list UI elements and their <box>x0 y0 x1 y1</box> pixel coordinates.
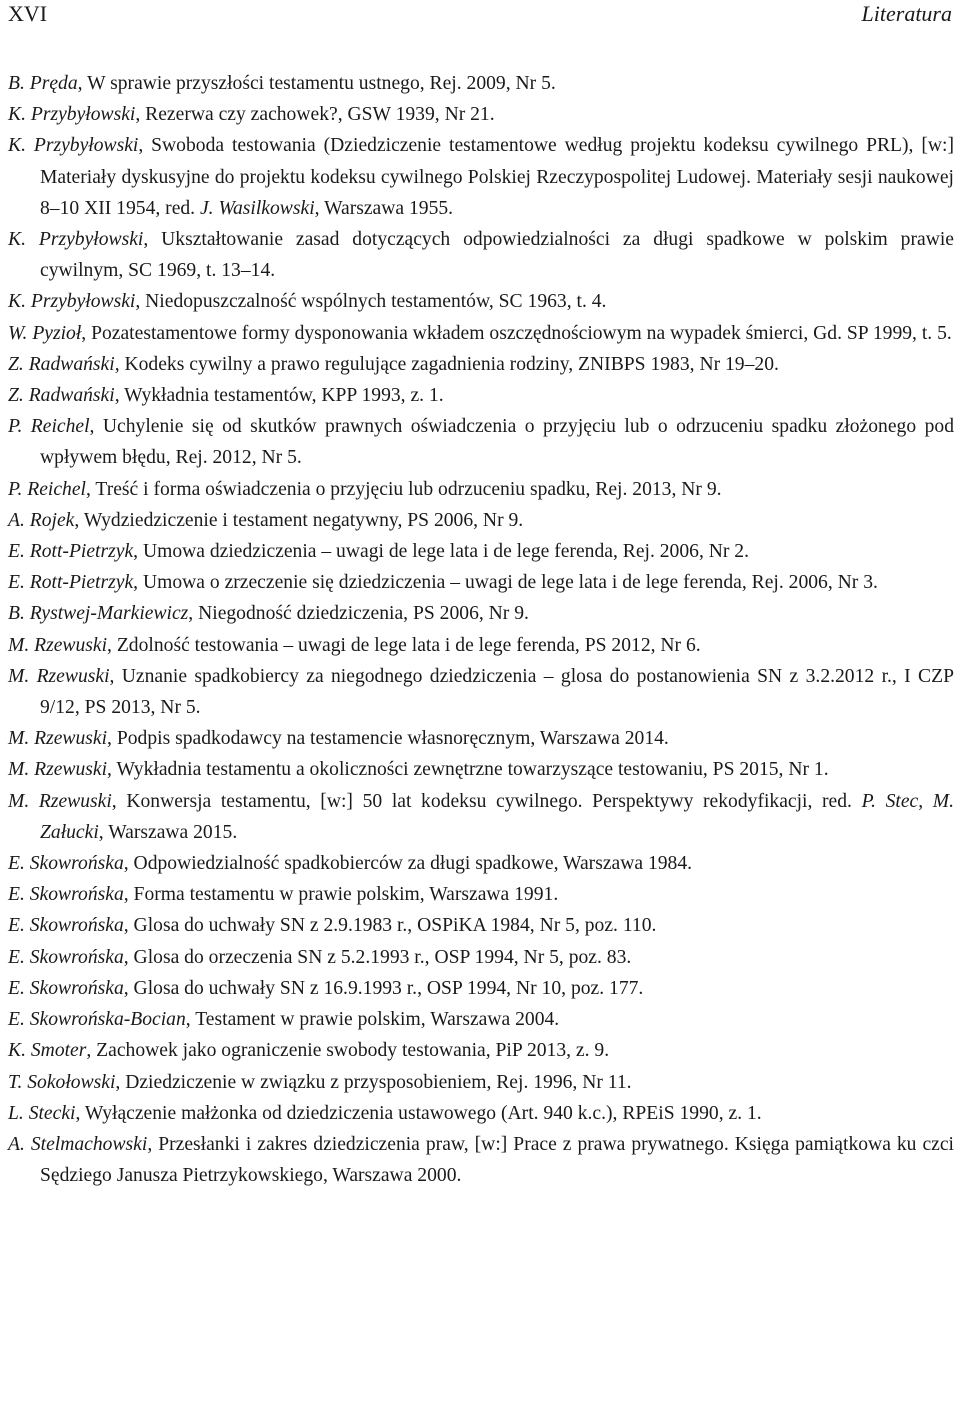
bibliography-entry <box>8 474 954 505</box>
bibliography-entry <box>8 661 954 723</box>
entry-text: , Wydziedziczenie i testament negatywny, PS 2006, Nr 9. <box>74 509 524 531</box>
entry-text: , Podpis spadkodawcy na testamencie własnoręcznym, Warszawa 2014. <box>107 728 669 750</box>
bibliography-entry <box>8 224 954 286</box>
entry-text: , Zachowek jako ograniczenie swobody testowania, PiP 2013, z. 9. <box>86 1040 610 1062</box>
bibliography-entry <box>8 910 954 941</box>
bibliography-entry <box>8 536 954 567</box>
entry-author: K. Smoter <box>8 1040 87 1062</box>
entry-author: A. Rojek <box>8 509 75 531</box>
entry-text: , Uznanie spadkobiercy za niegodnego dziedziczenia – glosa do postanowienia SN z 3.2.2012 r., I CZP 9/12, PS 2013, Nr 5. <box>40 665 954 719</box>
bibliography-entry <box>8 380 954 411</box>
entry-author: P. Reichel <box>8 416 90 438</box>
bibliography-entry <box>8 879 954 910</box>
bibliography-entry <box>8 754 954 785</box>
entry-author: E. Skowrońska-Bocian <box>8 1009 186 1031</box>
page-header <box>8 0 952 30</box>
bibliography-entry <box>8 973 954 1004</box>
entry-text: , Dziedziczenie w związku z przysposobieniem, Rej. 1996, Nr 11. <box>115 1071 632 1093</box>
entry-text: , Rezerwa czy zachowek?, GSW 1939, Nr 21. <box>135 104 495 126</box>
entry-author: L. Stecki <box>8 1102 76 1124</box>
entry-author: A. Stelmachowski <box>8 1133 148 1155</box>
bibliography-entry <box>8 630 954 661</box>
entry-author: E. Skowrońska <box>8 884 124 906</box>
entry-author: Z. Radwański <box>8 353 115 375</box>
bibliography-entry <box>8 130 954 224</box>
entry-author: M. Załucki <box>40 790 955 843</box>
entry-author: Z. Radwański <box>8 385 115 407</box>
entry-text: , Wyłączenie małżonka od dziedziczenia ustawowego (Art. 940 k.c.), RPEiS 1990, z. 1. <box>75 1102 762 1124</box>
entry-author: E. Skowrońska <box>8 946 124 968</box>
entry-text: , Warszawa 1955. <box>314 197 454 219</box>
entry-author: M. Rzewuski <box>8 759 108 781</box>
entry-author: K. Przybyłowski <box>8 135 139 157</box>
bibliography-entry <box>8 786 954 848</box>
entry-text: , Wykładnia testamentów, KPP 1993, z. 1. <box>114 385 444 407</box>
entry-text: , Warszawa 2015. <box>98 821 238 843</box>
bibliography-entry <box>8 942 954 973</box>
entry-author: B. Pręda <box>8 73 78 94</box>
bibliography-entry <box>8 1129 954 1191</box>
entry-author: E. Skowrońska <box>8 915 124 937</box>
bibliography-entry <box>8 99 954 130</box>
bibliography-entry <box>8 567 954 598</box>
entry-author: E. Skowrońska <box>8 977 124 999</box>
entry-text: , Testament w prawie polskim, Warszawa 2004. <box>185 1009 560 1031</box>
entry-text: , Glosa do orzeczenia SN z 5.2.1993 r., OSP 1994, Nr 5, poz. 83. <box>123 946 632 968</box>
bibliography-entry <box>8 598 954 629</box>
entry-author: P. Reichel <box>8 478 86 500</box>
entry-text: , Ukształtowanie zasad dotyczących odpowiedzialności za długi spadkowe w polskim prawie cywilnym, SC 1969, t. 13–14. <box>40 229 954 282</box>
bibliography-entry <box>8 286 954 317</box>
entry-author: M. Rzewuski <box>8 790 112 812</box>
bibliography-entry <box>8 318 954 349</box>
entry-text: , Forma testamentu w prawie polskim, Warszawa 1991. <box>123 884 559 906</box>
entry-text: , Umowa dziedziczenia – uwagi de lege lata i de lege ferenda, Rej. 2006, Nr 2. <box>133 541 750 563</box>
entry-text: , Pozatestamentowe formy dysponowania wkładem oszczędnościowym na wypadek śmierci, Gd. SP 1999, t. 5. <box>81 322 952 344</box>
entry-text: , Przesłanki i zakres dziedziczenia praw, [w:] Prace z prawa prywatnego. Księga pamiątkowa ku czci Sędziego Janusza Pietrzykowskiego, Warszawa 2000. <box>40 1133 954 1187</box>
bibliography-entry <box>8 1067 954 1098</box>
bibliography-entry <box>8 1098 954 1129</box>
entry-text: , Niedopuszczalność wspólnych testamentów, SC 1963, t. 4. <box>135 291 607 313</box>
bibliography-entry <box>8 411 954 473</box>
entry-text: , W sprawie przyszłości testamentu ustnego, Rej. 2009, Nr 5. <box>77 73 556 94</box>
entry-text: , Zdolność testowania – uwagi de lege lata i de lege ferenda, PS 2012, Nr 6. <box>107 634 701 656</box>
entry-text: , Swoboda testowania (Dziedziczenie testamentowe według projektu kodeksu cywilnego PRL), [w:] Materiały dyskusyjne do projektu kodeksu cywilnego Polskiej Rzeczypospolitej Ludowej. Materiały sesji naukowej 8–10 XII 1954, red. <box>40 135 954 219</box>
entry-author: K. Przybyłowski <box>8 104 136 126</box>
entry-text: , Odpowiedzialność spadkobierców za długi spadkowe, Warszawa 1984. <box>123 853 693 875</box>
entry-text: , Glosa do uchwały SN z 2.9.1983 r., OSPiKA 1984, Nr 5, poz. 110. <box>123 915 657 937</box>
entry-text: , Treść i forma oświadczenia o przyjęciu lub odrzuceniu spadku, Rej. 2013, Nr 9. <box>85 478 722 500</box>
entry-text: , <box>918 790 933 812</box>
entry-author: E. Rott-Pietrzyk <box>8 572 134 594</box>
bibliography-entry <box>8 1035 954 1066</box>
entry-author: E. Skowrońska <box>8 853 124 875</box>
entry-author: K. Przybyłowski <box>8 229 144 251</box>
bibliography-list <box>8 68 954 1191</box>
entry-author: P. Stec <box>861 790 919 812</box>
entry-text: , Kodeks cywilny a prawo regulujące zagadnienia rodziny, ZNIBPS 1983, Nr 19–20. <box>114 353 779 375</box>
entry-author: T. Sokołowski <box>8 1071 116 1093</box>
entry-author: M. Rzewuski <box>8 634 108 656</box>
bibliography-entry <box>8 723 954 754</box>
entry-text: , Wykładnia testamentu a okoliczności zewnętrzne towarzyszące testowaniu, PS 2015, Nr 1. <box>107 759 829 781</box>
entry-text: , Konwersja testamentu, [w:] 50 lat kodeksu cywilnego. Perspektywy rekodyfikacji, red. <box>111 790 862 812</box>
bibliography-entry <box>8 848 954 879</box>
bibliography-entry <box>8 349 954 380</box>
bibliography-entry <box>8 68 954 99</box>
entry-text: , Umowa o zrzeczenie się dziedziczenia – uwagi de lege lata i de lege ferenda, Rej. 2006, Nr 3. <box>133 572 878 594</box>
entry-text: , Uchylenie się od skutków prawnych oświadczenia o przyjęciu lub o odrzuceniu spadku złożonego pod wpływem błędu, Rej. 2012, Nr 5. <box>40 416 954 469</box>
entry-text: , Glosa do uchwały SN z 16.9.1993 r., OSP 1994, Nr 10, poz. 177. <box>123 977 644 999</box>
running-title: Literatura <box>861 1 952 26</box>
entry-text: , Niegodność dziedziczenia, PS 2006, Nr 9. <box>188 603 529 625</box>
page-number: XVI <box>8 1 48 26</box>
entry-author: K. Przybyłowski <box>8 291 136 313</box>
entry-author: M. Rzewuski <box>8 665 110 687</box>
bibliography-entry <box>8 1004 954 1035</box>
entry-author: J. Wasilkowski <box>199 197 315 219</box>
entry-author: B. Rystwej-Markiewicz <box>8 603 189 625</box>
entry-author: W. Pyzioł <box>8 322 82 344</box>
entry-author: M. Rzewuski <box>8 728 108 750</box>
entry-author: E. Rott-Pietrzyk <box>8 541 134 563</box>
bibliography-entry <box>8 505 954 536</box>
